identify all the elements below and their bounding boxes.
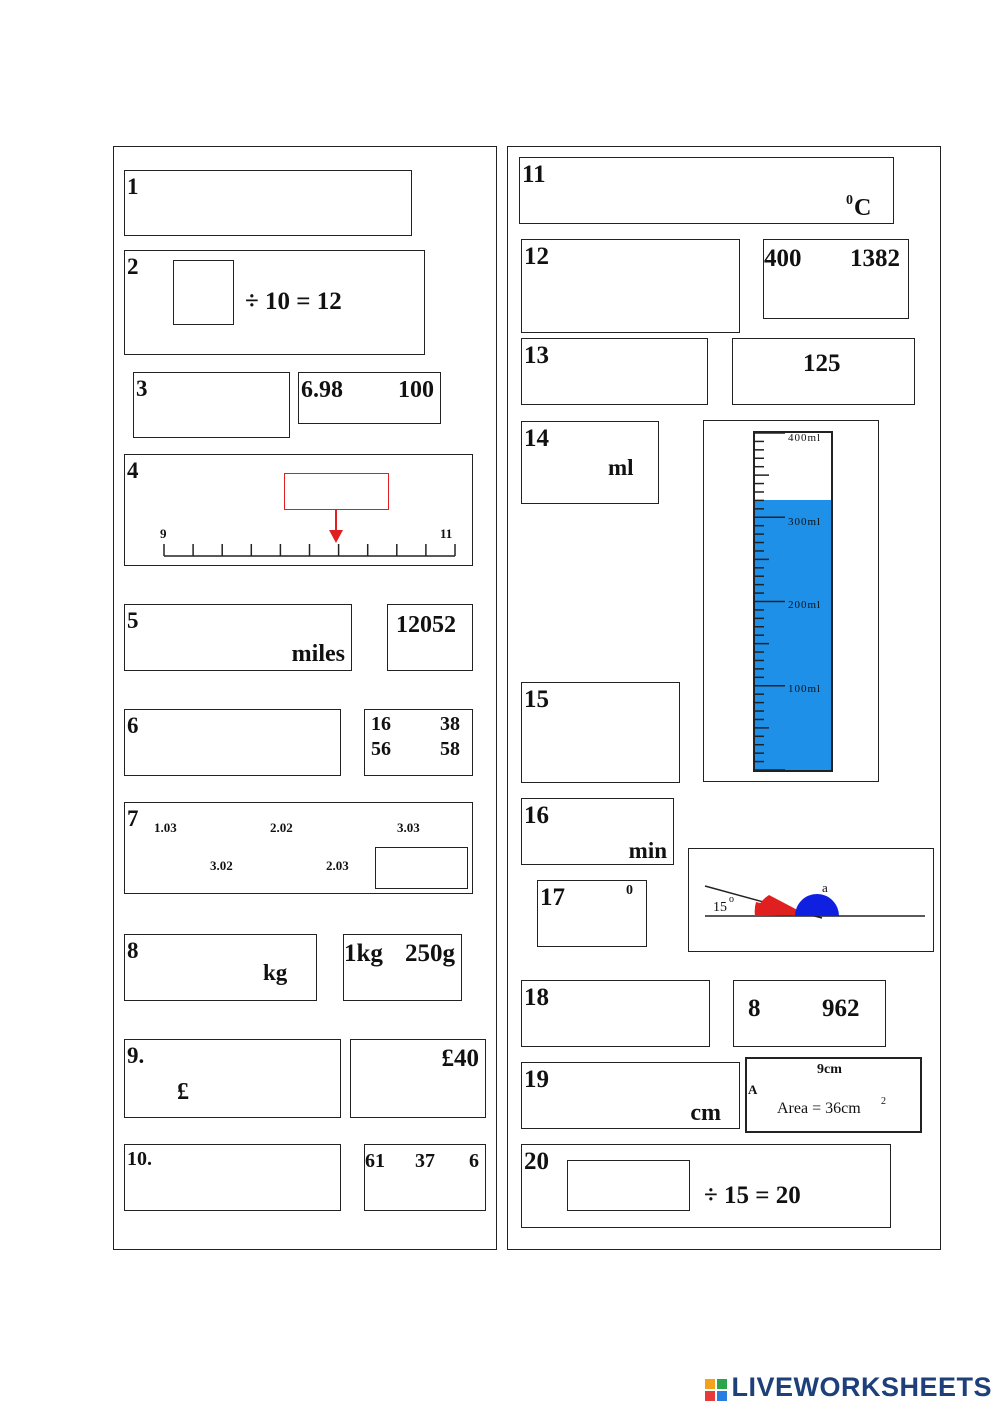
q5-unit: miles — [291, 641, 345, 667]
q16-number: 16 — [524, 802, 549, 829]
q13-value-box — [732, 338, 915, 405]
q5-value: 12052 — [396, 612, 456, 638]
q19-answer-box[interactable] — [521, 1062, 740, 1129]
q17-angle-var: a — [822, 880, 828, 895]
q10-value-1: 61 — [365, 1150, 385, 1172]
q9-answer-box[interactable] — [124, 1039, 341, 1118]
q19-corner-label: A — [748, 1082, 758, 1097]
q8-number: 8 — [127, 938, 139, 963]
q14-label-200: 200ml — [788, 599, 822, 611]
q19-number: 19 — [524, 1066, 549, 1093]
q5-number: 5 — [127, 608, 139, 633]
q19-area-label: Area = 36cm — [777, 1100, 861, 1117]
q17-answer-box[interactable] — [537, 880, 647, 947]
q4-box — [124, 454, 473, 566]
q2-box — [124, 250, 425, 355]
q7-value-1: 1.03 — [154, 820, 177, 835]
q18-number: 18 — [524, 984, 549, 1011]
q2-equation: ÷ 10 = 12 — [245, 288, 342, 315]
q17-number: 17 — [540, 884, 565, 911]
q11-unit: C — [854, 195, 872, 221]
q7-number: 7 — [127, 806, 139, 831]
q20-box — [521, 1144, 891, 1228]
q6-value-3: 56 — [371, 738, 391, 760]
q4-ticks — [164, 544, 455, 556]
q15-number: 15 — [524, 686, 549, 713]
q9-value: £40 — [441, 1045, 479, 1072]
liveworksheets-logo-text: LIVEWORKSHEETS — [731, 1372, 992, 1402]
q19-area-sup: 2 — [881, 1096, 886, 1107]
q8-value-1: 1kg — [344, 940, 383, 967]
q6-value-1: 16 — [371, 713, 391, 735]
q20-number: 20 — [524, 1148, 549, 1175]
q3-value-1: 6.98 — [301, 377, 343, 403]
q10-values-box — [364, 1144, 486, 1211]
q7-value-3: 3.03 — [397, 820, 420, 835]
q8-value-2: 250g — [405, 940, 455, 967]
q14-label-400: 400ml — [788, 432, 822, 444]
q20-answer-input[interactable] — [567, 1160, 690, 1211]
q17-angle-sup: o — [729, 894, 734, 905]
q9-value-box — [350, 1039, 486, 1118]
q14-label-300: 300ml — [788, 516, 822, 528]
q5-answer-box[interactable] — [124, 604, 352, 671]
q17-angle-diagram — [688, 848, 934, 952]
q15-answer-box[interactable] — [521, 682, 680, 783]
q6-number: 6 — [127, 713, 139, 738]
q10-value-2: 37 — [415, 1150, 435, 1172]
q9-number: 9. — [127, 1043, 145, 1068]
q10-answer-box[interactable] — [124, 1144, 341, 1211]
q12-value-1: 400 — [764, 245, 802, 272]
q17-blue-semicircle — [795, 894, 839, 916]
q6-value-2: 38 — [440, 713, 460, 735]
q17-angle-label: 15 — [713, 900, 727, 915]
q13-number: 13 — [524, 342, 549, 369]
q11-answer-box[interactable] — [519, 157, 894, 224]
q14-number: 14 — [524, 425, 549, 452]
q12-answer-box[interactable] — [521, 239, 740, 333]
q6-value-4: 58 — [440, 738, 460, 760]
q19-width-label: 9cm — [817, 1062, 842, 1077]
q16-unit: min — [628, 838, 667, 863]
q18-value-1: 8 — [748, 995, 761, 1022]
q2-number: 2 — [127, 254, 139, 279]
q7-answer-input[interactable] — [375, 847, 468, 889]
q3-value-2: 100 — [398, 377, 434, 403]
q7-box — [124, 802, 473, 894]
q4-number-line — [125, 455, 474, 567]
q2-answer-input[interactable] — [173, 260, 234, 325]
q10-number: 10. — [127, 1148, 152, 1170]
q4-scale-start: 9 — [160, 526, 167, 541]
q12-number: 12 — [524, 243, 549, 270]
q8-values-box — [343, 934, 462, 1001]
q3-answer-box[interactable] — [133, 372, 290, 438]
q14-label-100: 100ml — [788, 683, 822, 695]
q1-answer-box[interactable] — [124, 170, 412, 236]
q18-value-2: 962 — [822, 995, 860, 1022]
q14-unit: ml — [608, 455, 634, 480]
q6-values-box — [364, 709, 473, 776]
q4-pointer-arrow-head — [329, 530, 343, 543]
q20-equation: ÷ 15 = 20 — [704, 1182, 801, 1209]
q3-number: 3 — [136, 376, 148, 401]
q13-value: 125 — [803, 350, 841, 377]
q11-number: 11 — [522, 161, 546, 188]
q12-value-2: 1382 — [850, 245, 900, 272]
q18-answer-box[interactable] — [521, 980, 710, 1047]
q3-values-box — [298, 372, 441, 424]
q7-value-4: 3.02 — [210, 858, 233, 873]
q1-number: 1 — [127, 174, 139, 199]
q12-values-box — [763, 239, 909, 319]
liveworksheets-logo-icon — [705, 1377, 727, 1399]
q9-currency: £ — [177, 1079, 189, 1105]
q4-number: 4 — [127, 458, 139, 483]
q19-unit: cm — [690, 1100, 721, 1126]
q10-value-3: 6 — [469, 1150, 479, 1172]
q19-rectangle-diagram — [745, 1057, 922, 1133]
q7-value-5: 2.03 — [326, 858, 349, 873]
q11-unit-sup: 0 — [846, 193, 853, 208]
q16-answer-box[interactable] — [521, 798, 674, 865]
q8-answer-box[interactable] — [124, 934, 317, 1001]
liveworksheets-logo — [705, 1372, 992, 1403]
q5-value-box — [387, 604, 473, 671]
q14-cylinder-frame — [703, 420, 879, 782]
q14-answer-box[interactable] — [521, 421, 659, 504]
q8-unit: kg — [263, 960, 288, 985]
q17-unit-sup: 0 — [626, 883, 633, 898]
q7-value-2: 2.02 — [270, 820, 293, 835]
q4-scale-end: 11 — [440, 526, 453, 541]
q13-answer-box[interactable] — [521, 338, 708, 405]
q6-answer-box[interactable] — [124, 709, 341, 776]
q18-values-box — [733, 980, 886, 1047]
